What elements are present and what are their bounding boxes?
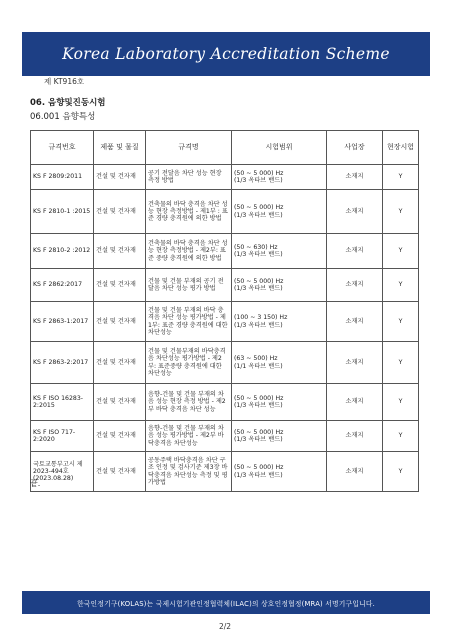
cell-test-range: (50 ~ 5 000) Hz (1/3 옥타브 밴드) bbox=[232, 452, 327, 492]
cell-product: 건설 및 건자재 bbox=[94, 302, 146, 342]
cell-standard-name: 건물 및 건물부재의 바닥충격음 차단성능 평가방법 - 제2부: 표준중량 충격원에 대한 차단성능 bbox=[146, 342, 232, 384]
cell-product: 건설 및 건자재 bbox=[94, 269, 146, 302]
cell-site: 소재지 bbox=[327, 165, 383, 190]
cell-standard-no: KS F 2863-2:2017 bbox=[31, 342, 94, 384]
cell-test-range: (50 ~ 5 000) Hz (1/3 옥타브 밴드) bbox=[232, 384, 327, 421]
header-standard-no: 규격번호 bbox=[31, 131, 94, 165]
cell-test-range: (50 ~ 5 000) Hz (1/3 옥타브 밴드) bbox=[232, 269, 327, 302]
registration-number: 제 KT916호 bbox=[44, 77, 85, 86]
cell-test-range: (63 ~ 500) Hz (1/1 옥타브 밴드) bbox=[232, 342, 327, 384]
cell-site: 소재지 bbox=[327, 234, 383, 269]
cell-standard-no: KS F ISO 16283-2:2015 bbox=[31, 384, 94, 421]
cell-onsite-test: Y bbox=[383, 269, 419, 302]
header-title: Korea Laboratory Accreditation Scheme bbox=[62, 45, 390, 63]
header-site: 사업장 bbox=[327, 131, 383, 165]
table-row bbox=[31, 165, 419, 190]
header-onsite-test: 현장시험 bbox=[383, 131, 419, 165]
cell-standard-name: 음향-건물 및 건물 부재의 차음 성능 평가방법 - 제2부 바닥충격음 차단성능 bbox=[146, 421, 232, 452]
section-subtitle: 06.001 음향특성 bbox=[30, 112, 96, 122]
end-mark: 끝. bbox=[30, 479, 41, 488]
page-number: 2/2 bbox=[218, 622, 232, 631]
cell-test-range: (50 ~ 630) Hz (1/3 옥타브 밴드) bbox=[232, 234, 327, 269]
table-row bbox=[31, 342, 419, 384]
cell-standard-no: KS F 2809:2011 bbox=[31, 165, 94, 190]
section-title: 06. 음향및진동시험 bbox=[30, 98, 106, 108]
cell-test-range: (50 ~ 5 000) Hz (1/3 옥타브 밴드) bbox=[232, 421, 327, 452]
cell-onsite-test: Y bbox=[383, 302, 419, 342]
cell-onsite-test: Y bbox=[383, 190, 419, 234]
cell-standard-name: 공기 전달음 차단 성능 현장 측정 방법 bbox=[146, 165, 232, 190]
cell-product: 건설 및 건자재 bbox=[94, 452, 146, 492]
cell-site: 소재지 bbox=[327, 421, 383, 452]
cell-standard-name: 공동주택 바닥충격음 차단 구조 인정 및 검사기준 제3장 바닥충격음 차단성능 측정 및 평가방법 bbox=[146, 452, 232, 492]
table-row bbox=[31, 190, 419, 234]
header-banner bbox=[22, 32, 430, 76]
cell-product: 건설 및 건자재 bbox=[94, 384, 146, 421]
cell-site: 소재지 bbox=[327, 452, 383, 492]
cell-test-range: (100 ~ 3 150) Hz (1/3 옥타브 밴드) bbox=[232, 302, 327, 342]
cell-onsite-test: Y bbox=[383, 452, 419, 492]
footer-banner bbox=[22, 591, 430, 614]
cell-standard-no: KS F 2862:2017 bbox=[31, 269, 94, 302]
table-row bbox=[31, 234, 419, 269]
cell-product: 건설 및 건자재 bbox=[94, 234, 146, 269]
cell-standard-name: 건축물의 바닥 충격음 차단 성능 현장 측정방법 - 제2부: 표준 중량 충격원에 의한 방법 bbox=[146, 234, 232, 269]
cell-site: 소재지 bbox=[327, 269, 383, 302]
cell-site: 소재지 bbox=[327, 302, 383, 342]
cell-standard-no: KS F 2863-1:2017 bbox=[31, 302, 94, 342]
cell-product: 건설 및 건자재 bbox=[94, 421, 146, 452]
cell-onsite-test: Y bbox=[383, 165, 419, 190]
table-body bbox=[31, 165, 419, 492]
cell-standard-name: 건물 및 건물 부재의 바닥 충격음 차단 성능 평가방법 - 제1부: 표준 경량 충격원에 대한 차단성능 bbox=[146, 302, 232, 342]
cell-standard-no: KS F 2810-2 :2012 bbox=[31, 234, 94, 269]
cell-standard-name: 건물 및 건물 부재의 공기 전달음 차단 성능 평가 방법 bbox=[146, 269, 232, 302]
cell-standard-no: KS F 2810-1 :2015 bbox=[31, 190, 94, 234]
accreditation-table bbox=[30, 130, 419, 492]
cell-test-range: (50 ~ 5 000) Hz (1/3 옥타브 밴드) bbox=[232, 190, 327, 234]
header-test-range: 시험범위 bbox=[232, 131, 327, 165]
table-row bbox=[31, 269, 419, 302]
cell-onsite-test: Y bbox=[383, 342, 419, 384]
cell-site: 소재지 bbox=[327, 342, 383, 384]
cell-product: 건설 및 건자재 bbox=[94, 165, 146, 190]
cell-product: 건설 및 건자재 bbox=[94, 342, 146, 384]
header-product: 제품 및 물질 bbox=[94, 131, 146, 165]
cell-site: 소재지 bbox=[327, 384, 383, 421]
cell-site: 소재지 bbox=[327, 190, 383, 234]
cell-standard-name: 건축물의 바닥 충격음 차단 성능 현장 측정방법 - 제1부 : 표준 경량 충격원에 의한 방법 bbox=[146, 190, 232, 234]
cell-standard-no: 국토교통부고시 제2023-494호 (2023.08.28) bbox=[31, 452, 94, 492]
cell-onsite-test: Y bbox=[383, 421, 419, 452]
table-row bbox=[31, 384, 419, 421]
footer-text: 한국인정기구(KOLAS)는 국제시험기관인정협력체(ILAC)의 상호인정협정(MRA) 서명기구입니다. bbox=[77, 599, 375, 608]
table-row bbox=[31, 421, 419, 452]
table-header-row bbox=[31, 131, 419, 165]
header-standard-name: 규격명 bbox=[146, 131, 232, 165]
cell-onsite-test: Y bbox=[383, 234, 419, 269]
cell-standard-no: KS F ISO 717-2:2020 bbox=[31, 421, 94, 452]
table-row bbox=[31, 302, 419, 342]
cell-standard-name: 음향-건물 및 건물 부재의 차음 성능 현장 측정 방법 - 제2부 바닥 충격음 차단 성능 bbox=[146, 384, 232, 421]
table-row bbox=[31, 452, 419, 492]
cell-onsite-test: Y bbox=[383, 384, 419, 421]
cell-test-range: (50 ~ 5 000) Hz (1/3 옥타브 밴드) bbox=[232, 165, 327, 190]
cell-product: 건설 및 건자재 bbox=[94, 190, 146, 234]
